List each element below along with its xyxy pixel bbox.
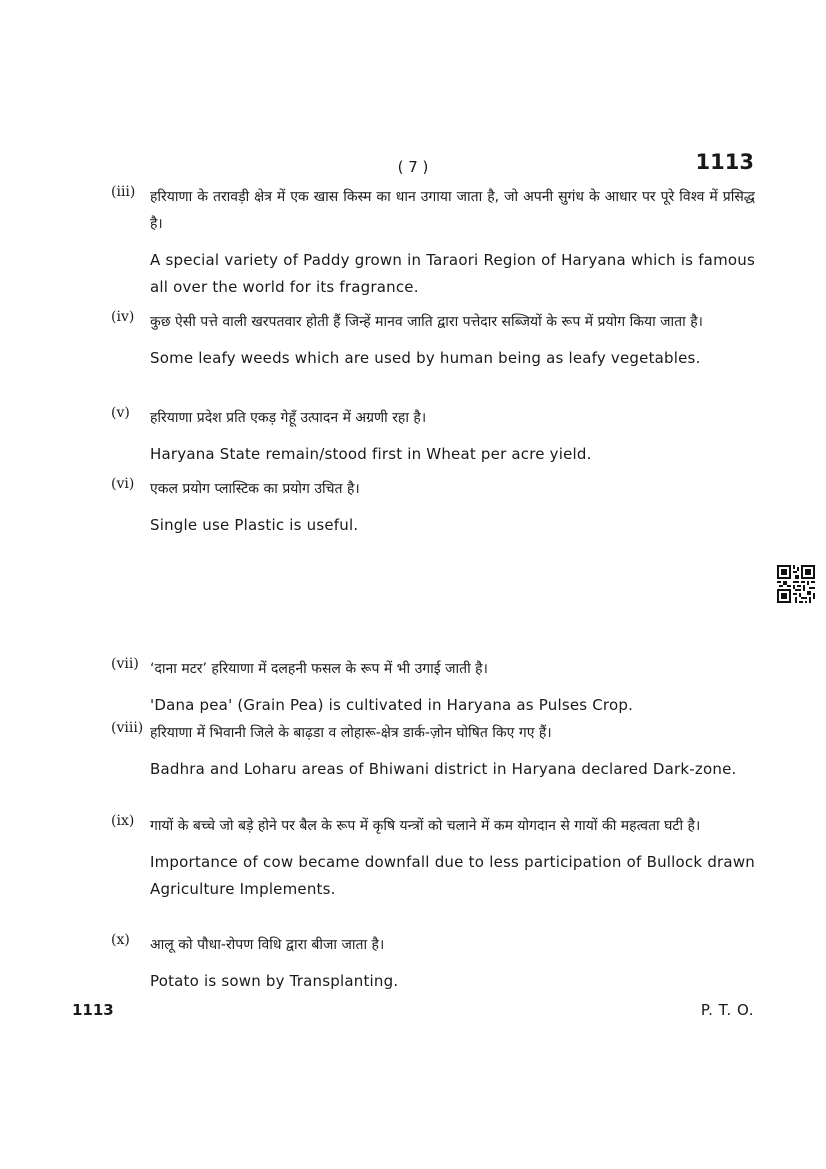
item-number: (iii) bbox=[111, 184, 136, 200]
question-item-v bbox=[111, 405, 755, 468]
hindi-text: एकल प्रयोग प्लास्टिक का प्रयोग उचित है। bbox=[150, 481, 360, 497]
hindi-text: कुछ ऐसी पत्ते वाली खरपतवार होती हैं जिन्हें मानव जाति द्वारा पत्तेदार सब्जियों के रूप में प्रयोग किया जाता है। bbox=[150, 314, 703, 330]
paper-code-footer: 1113 bbox=[72, 1001, 114, 1019]
item-number: (ix) bbox=[111, 813, 135, 829]
english-text: Some leafy weeds which are used by human being as leafy vegetables. bbox=[150, 349, 701, 367]
english-text: Badhra and Loharu areas of Bhiwani district in Haryana declared Dark-zone. bbox=[150, 760, 737, 778]
english-text: Single use Plastic is useful. bbox=[150, 516, 359, 534]
hindi-text: हरियाणा प्रदेश प्रति एकड़ गेहूँ उत्पादन में अग्रणी रहा है। bbox=[150, 410, 427, 426]
qr-code-icon bbox=[777, 565, 815, 603]
question-item-vii bbox=[111, 656, 755, 719]
question-item-ix bbox=[111, 813, 755, 903]
page-number: ( 7 ) bbox=[397, 158, 429, 176]
hindi-text: आलू को पौधा-रोपण विधि द्वारा बीजा जाता है। bbox=[150, 937, 385, 953]
question-item-vi bbox=[111, 476, 755, 539]
question-item-iii bbox=[111, 184, 755, 301]
item-number: (iv) bbox=[111, 309, 135, 325]
english-text: Potato is sown by Transplanting. bbox=[150, 972, 399, 990]
english-text: Haryana State remain/stood first in Wheat per acre yield. bbox=[150, 445, 592, 463]
paper-code-top: 1113 bbox=[695, 150, 754, 174]
question-item-viii bbox=[111, 720, 755, 783]
hindi-text: ‘दाना मटर’ हरियाणा में दलहनी फसल के रूप में भी उगाई जाती है। bbox=[150, 661, 488, 677]
english-text: 'Dana pea' (Grain Pea) is cultivated in Haryana as Pulses Crop. bbox=[150, 696, 634, 714]
item-number: (vi) bbox=[111, 476, 135, 492]
english-text: Importance of cow became downfall due to less participation of Bullock drawn Agriculture Implements. bbox=[150, 853, 755, 898]
hindi-text: हरियाणा में भिवानी जिले के बाढ़डा व लोहारू-क्षेत्र डार्क-ज़ोन घोषित किए गए हैं। bbox=[150, 725, 552, 741]
item-number: (x) bbox=[111, 932, 130, 948]
question-item-iv bbox=[111, 309, 755, 372]
item-number: (v) bbox=[111, 405, 130, 421]
hindi-text: गायों के बच्चे जो बड़े होने पर बैल के रूप में कृषि यन्त्रों को चलाने में कम योगदान से गायों की महत्वता घटी है। bbox=[150, 818, 701, 834]
question-item-x bbox=[111, 932, 755, 995]
please-turn-over: P. T. O. bbox=[700, 1001, 754, 1019]
english-text: A special variety of Paddy grown in Taraori Region of Haryana which is famous all over the world for its fragrance. bbox=[150, 251, 755, 296]
item-number: (vii) bbox=[111, 656, 139, 672]
hindi-text: हरियाणा के तरावड़ी क्षेत्र में एक खास किस्म का धान उगाया जाता है, जो अपनी सुगंध के आधार पर पूरे विश्व में प्रसिद्ध है। bbox=[150, 189, 755, 232]
item-number: (viii) bbox=[111, 720, 144, 736]
